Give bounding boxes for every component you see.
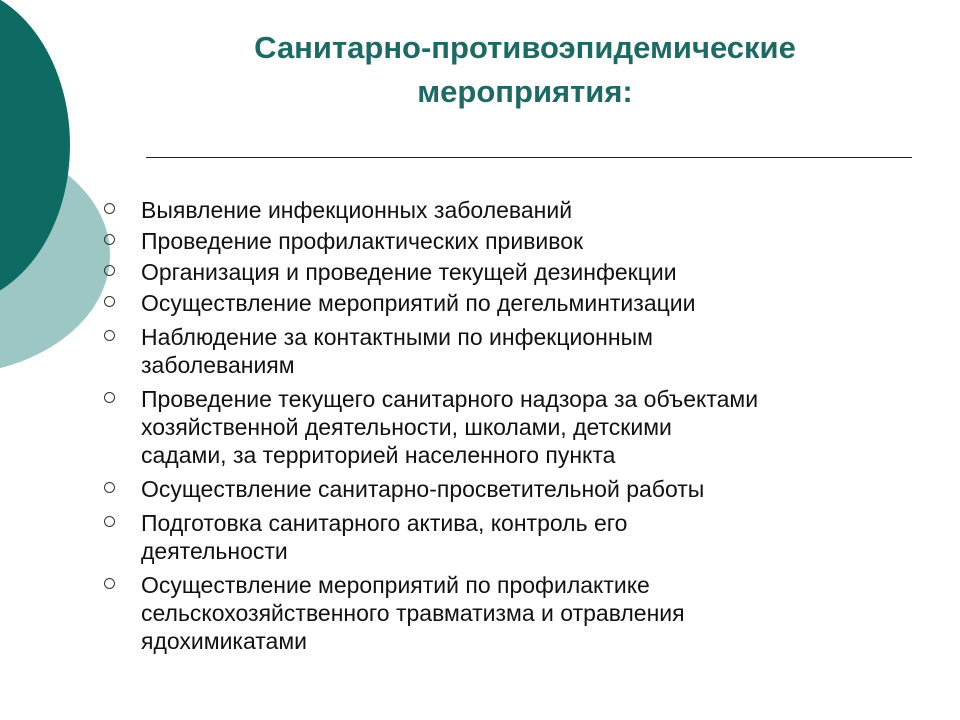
bullet-line: Осуществление мероприятий по профилактике xyxy=(141,572,650,598)
bullet-text xyxy=(141,509,950,565)
bullet-line: Осуществление мероприятий по дегельминтизации xyxy=(141,290,696,316)
hollow-circle-icon xyxy=(104,296,115,307)
bullet-line: заболеваниям xyxy=(141,352,295,378)
hollow-circle-icon xyxy=(104,234,115,245)
hollow-circle-icon xyxy=(104,516,115,527)
hollow-circle-icon xyxy=(104,482,115,493)
bullet-line: хозяйственной деятельности, школами, детскими xyxy=(141,414,672,440)
bullet-list xyxy=(104,196,950,661)
slide-title-line: мероприятия: xyxy=(417,74,633,109)
bullet-item xyxy=(104,258,950,286)
bullet-line: ядохимикатами xyxy=(141,628,307,654)
bullet-line: садами, за территорией населенного пункта xyxy=(141,442,616,468)
bullet-text xyxy=(141,258,950,286)
bullet-line: Выявление инфекционных заболеваний xyxy=(141,197,573,223)
bullet-line: Наблюдение за контактными по инфекционным xyxy=(141,324,653,350)
bullet-line: Подготовка санитарного актива, контроль его xyxy=(141,510,628,536)
slide-title-line: Санитарно-противоэпидемические xyxy=(254,30,796,65)
bullet-item xyxy=(104,323,950,379)
bullet-item xyxy=(104,227,950,255)
hollow-circle-icon xyxy=(104,578,115,589)
bullet-line: Организация и проведение текущей дезинфекции xyxy=(141,259,677,285)
bullet-text xyxy=(141,196,950,224)
bullet-line: сельскохозяйственного травматизма и отравления xyxy=(141,600,685,626)
bullet-text xyxy=(141,475,950,503)
hollow-circle-icon xyxy=(104,392,115,403)
bullet-item xyxy=(104,289,950,317)
bullet-text xyxy=(141,323,950,379)
bullet-item xyxy=(104,475,950,503)
slide-title xyxy=(150,26,900,114)
hollow-circle-icon xyxy=(104,330,115,341)
bullet-line: Проведение профилактических прививок xyxy=(141,228,584,254)
bullet-text xyxy=(141,571,950,655)
bullet-line: Проведение текущего санитарного надзора за объектами xyxy=(141,386,759,412)
hollow-circle-icon xyxy=(104,265,115,276)
title-divider xyxy=(146,157,912,158)
bullet-text xyxy=(141,385,950,469)
bullet-item xyxy=(104,385,950,469)
hollow-circle-icon xyxy=(104,203,115,214)
bullet-item xyxy=(104,571,950,655)
bullet-line: Осуществление санитарно-просветительной работы xyxy=(141,476,705,502)
bullet-item xyxy=(104,509,950,565)
bullet-item xyxy=(104,196,950,224)
bullet-text xyxy=(141,289,950,317)
bullet-text xyxy=(141,227,950,255)
bullet-line: деятельности xyxy=(141,538,288,564)
